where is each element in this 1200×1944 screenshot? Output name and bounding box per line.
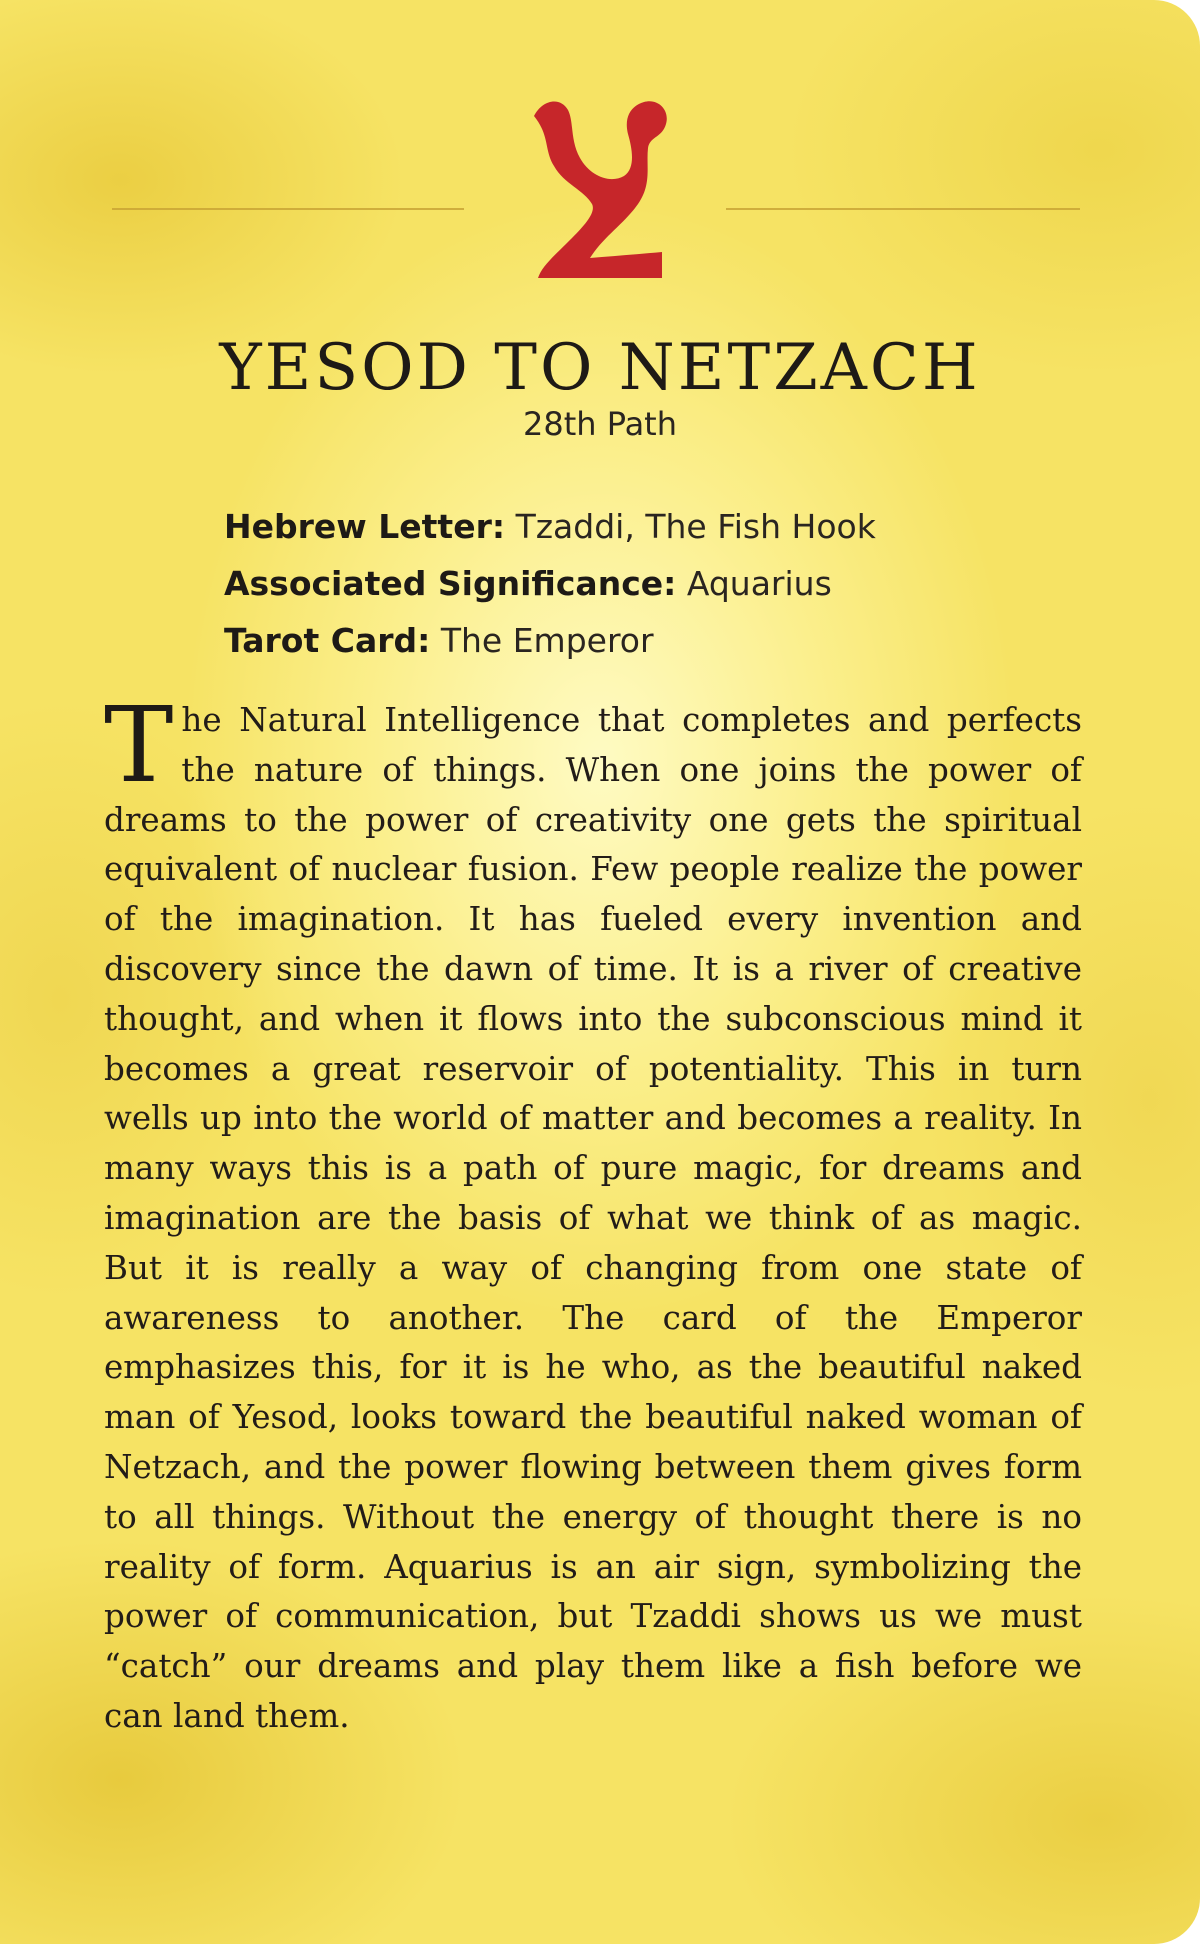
associated-significance-row: [224, 555, 1124, 612]
tarot-card-value: The Emperor: [440, 621, 654, 660]
tzaddi-letter-icon: [520, 88, 680, 278]
tarot-card-label: Tarot Card:: [224, 621, 431, 660]
description-text: he Natural Intelligence that completes and perfects the nature of things. When one joins the power of dreams to the power of creativity one gets the spiritual equivalent of nuclear fusion. Few people realize the power of the imagination. It has fueled every invention and discovery since the dawn of time. It is a river of creative thought, and when it flows into the subconscious mind it becomes a great reservoir of potentiality. This in turn wells up into the world of matter and becomes a reality. In many ways this is a path of pure magic, for dreams and imagination are the basis of what we think of as magic. But it is really a way of changing from one state of awareness to another. The card of the Emperor emphasizes this, for it is he who, as the beautiful naked man of Yesod, looks toward the beautiful naked woman of Netzach, and the power flowing between them gives form to all things. Without the energy of thought there is no reality of form. Aquarius is an air sign, symbolizing the power of communication, but Tzaddi shows us we must “catch” our dreams and play them like a fish before we can land them.: [104, 701, 1082, 1735]
hebrew-letter-label: Hebrew Letter:: [224, 507, 506, 546]
tarot-card-row: [224, 612, 1124, 669]
decorative-rule-left: [112, 208, 464, 210]
hebrew-letter-value: Tzaddi, The Fish Hook: [515, 507, 876, 546]
path-number: 28th Path: [522, 405, 677, 443]
attribute-list: [224, 498, 1124, 669]
card-title: YESOD TO NETZACH: [219, 331, 981, 405]
path-description: [104, 684, 1082, 1742]
decorative-rule-right: [726, 208, 1080, 210]
associated-significance-value: Aquarius: [686, 564, 832, 603]
hebrew-letter-row: [224, 498, 1124, 555]
associated-significance-label: Associated Significance:: [224, 564, 677, 603]
drop-cap-initial: T: [104, 684, 174, 806]
